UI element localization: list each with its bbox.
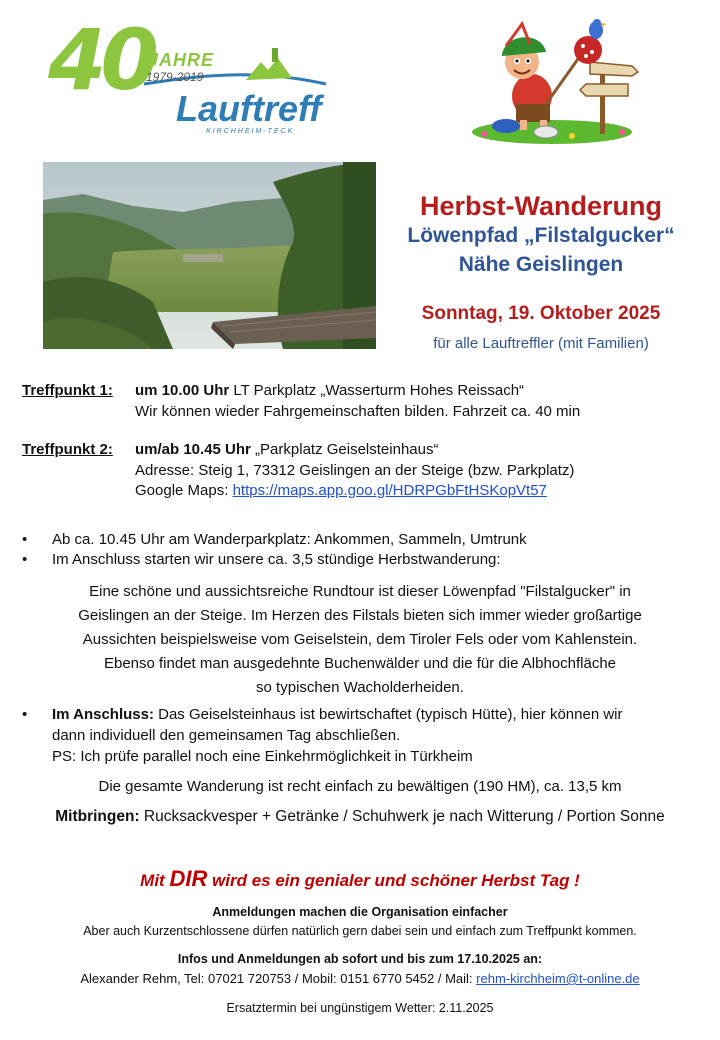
google-maps-label: Google Maps:: [135, 482, 233, 499]
bullet-start-hike: • Im Anschluss starten wir unsere ca. 3,5 stündige Herbstwanderung:: [22, 550, 702, 570]
meeting-point-1-carpool: Wir können wieder Fahrgemeinschaften bilden. Fahrzeit ca. 40 min: [135, 402, 581, 420]
bullet-arrival: • Ab ca. 10.45 Uhr am Wanderparkplatz: Ankommen, Sammeln, Umtrunk: [22, 530, 702, 550]
slogan-pre: Mit: [140, 871, 170, 890]
after-hike-section: [22, 704, 712, 767]
slogan-post: wird es ein genialer und schöner Herbst Tag !: [207, 871, 580, 890]
registration-text: Aber auch Kurzentschlossene dürfen natürlich gern dabei sein und einfach zum Treffpunkt kommen.: [83, 924, 637, 938]
google-maps-link[interactable]: https://maps.app.goo.gl/HDRPGbFtHSKopVt57: [232, 482, 547, 499]
event-location: Nähe Geislingen: [458, 252, 624, 276]
contact-details: Alexander Rehm, Tel: 07021 720753 / Mobil: 0151 6770 5452 / Mail:: [80, 971, 477, 986]
description-line: Ebenso findet man ausgedehnte Buchenwälder und die für die Albhochfläche: [103, 655, 617, 672]
description-line: Geislingen an der Steige. Im Herzen des Filstals bieten sich immer wieder großartige: [78, 607, 642, 624]
contact-line: [0, 971, 720, 986]
fallback-date: Ersatztermin bei ungünstigem Wetter: 2.11.2025: [226, 1001, 494, 1015]
meeting-point-1-label: Treffpunkt 1:: [22, 382, 113, 399]
logo-years: 1979-2019: [146, 70, 204, 84]
logo-name: Lauftreff: [176, 88, 322, 129]
meeting-point-2-time: um/ab 10.45 Uhr: [135, 441, 251, 458]
bring-along: [0, 808, 720, 826]
contact-email-link[interactable]: rehm-kirchheim@t-online.de: [476, 971, 640, 986]
meeting-point-2-label: Treffpunkt 2:: [22, 441, 113, 458]
slogan: [0, 866, 720, 892]
meeting-point-2-address: Adresse: Steig 1, 73312 Geislingen an der Steige (bzw. Parkplatz): [135, 461, 575, 479]
meeting-point-1-time: um 10.00 Uhr: [135, 382, 230, 399]
event-title-block: [386, 190, 696, 352]
description-line: Aussichten beispielsweise vom Geiselstein, dem Tiroler Fels oder vom Kahlenstein.: [82, 631, 638, 648]
logo-place: KIRCHHEIM-TECK: [206, 128, 295, 135]
event-trail-name: Löwenpfad „Filstalgucker“: [407, 224, 675, 248]
hiker-mascot-illustration: [462, 14, 642, 144]
event-title: Herbst-Wanderung: [420, 191, 662, 221]
hike-summary: Die gesamte Wanderung ist recht einfach zu bewältigen (190 HM), ca. 13,5 km: [98, 778, 622, 795]
lauftreff-logo: [46, 11, 336, 143]
schedule-bullets: [22, 530, 702, 570]
bring-text: Rucksackvesper + Getränke / Schuhwerk je nach Witterung / Portion Sonne: [139, 808, 665, 825]
meeting-point-1: [22, 381, 712, 423]
after-hike-ps: PS: Ich prüfe parallel noch eine Einkehrmöglichkeit in Türkheim: [52, 748, 473, 765]
description-line: so typischen Wacholderheiden.: [256, 679, 464, 696]
landscape-photo: [43, 162, 376, 349]
meeting-point-2: [22, 440, 712, 504]
bring-label: Mitbringen:: [55, 808, 140, 825]
logo-jahre: JAHRE: [148, 50, 215, 70]
event-audience: für alle Lauftreffler (mit Familien): [433, 335, 649, 353]
registration-title: Anmeldungen machen die Organisation einfacher: [212, 905, 508, 919]
bullet-after-hike: [22, 704, 712, 767]
meeting-point-1-place: LT Parkplatz „Wasserturm Hohes Reissach“: [229, 382, 525, 399]
meeting-point-2-details: [135, 440, 715, 502]
after-hike-text-2: dann individuell den gemeinsamen Tag abschließen.: [52, 727, 401, 744]
meeting-point-1-details: [135, 381, 715, 422]
meeting-point-2-place: „Parkplatz Geiselsteinhaus“: [250, 441, 439, 458]
after-hike-label: Im Anschluss:: [52, 706, 154, 723]
description-line: Eine schöne und aussichtsreiche Rundtour ist dieser Löwenpfad "Filstalgucker" in: [89, 583, 631, 600]
slogan-dir: DIR: [169, 866, 208, 891]
contact-title: Infos und Anmeldungen ab sofort und bis zum 17.10.2025 an:: [177, 952, 543, 966]
trail-description: [30, 580, 690, 700]
logo-number: 40: [48, 11, 153, 109]
event-date: Sonntag, 19. Oktober 2025: [421, 303, 661, 325]
after-hike-text: Das Geiselsteinhaus ist bewirtschaftet (typisch Hütte), hier können wir: [153, 706, 623, 723]
